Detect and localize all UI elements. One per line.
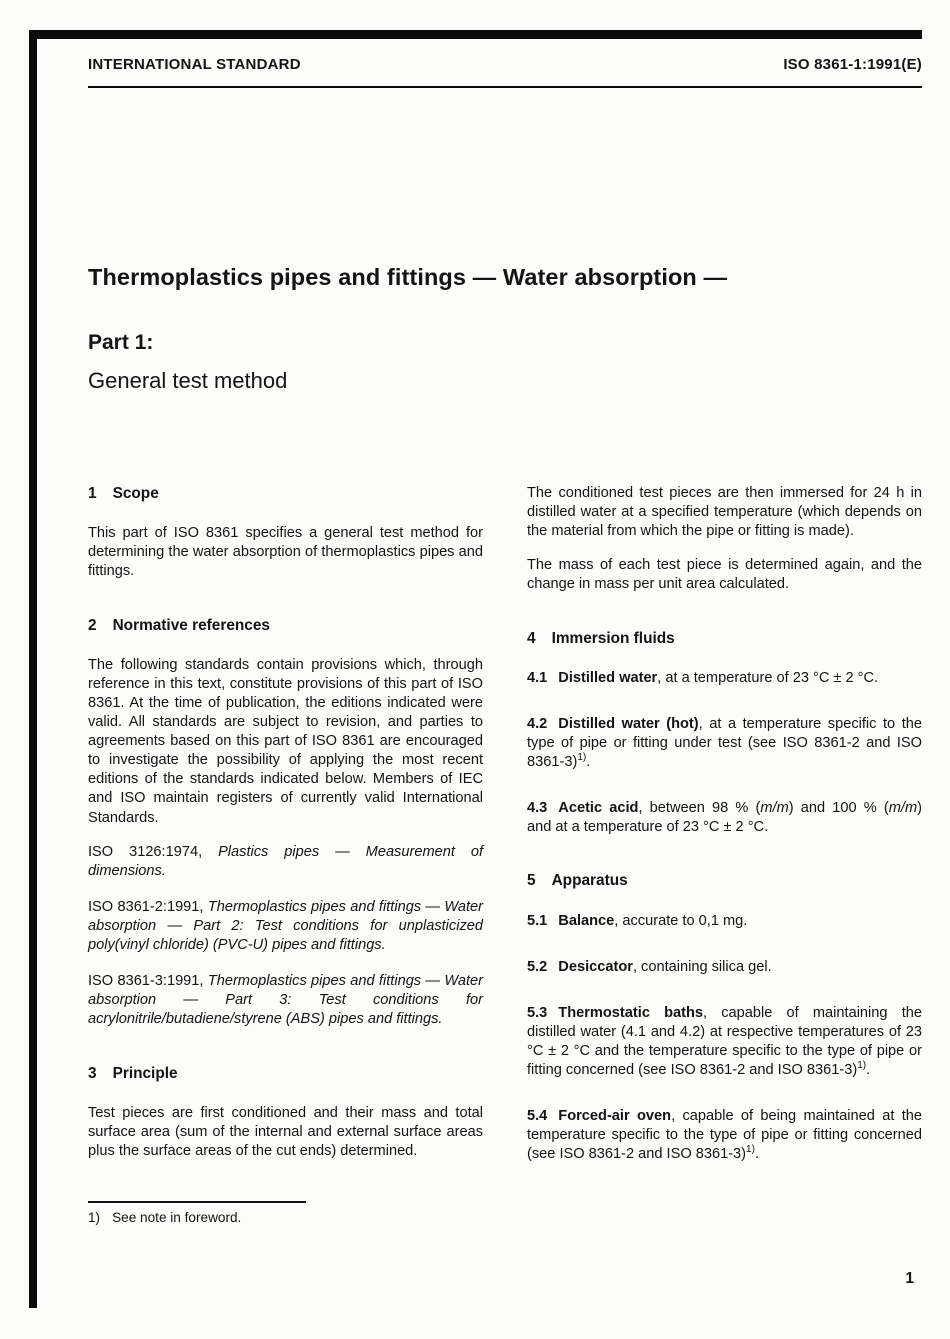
- header-rule: [88, 86, 922, 88]
- body-columns: [88, 480, 922, 1192]
- page-left-border: [29, 30, 37, 1308]
- footnote-rule: [88, 1201, 306, 1203]
- reference-label: ISO 8361-3:1991,: [88, 973, 208, 990]
- clause-term: Distilled water (hot): [558, 715, 699, 732]
- clause-symbol: m/m: [760, 800, 789, 817]
- clause-number: 5.3: [527, 1004, 548, 1021]
- reference-entry-iso-8361-3: [88, 972, 483, 1029]
- section-3-title: Principle: [112, 1064, 178, 1082]
- reference-title: Plastics pipes — Measurement of dimensions.: [88, 843, 484, 879]
- clause-number: 4.2: [527, 715, 548, 732]
- clause-5-1: [527, 912, 922, 931]
- document-subtitle: General test method: [88, 368, 288, 393]
- section-2-number: 2: [88, 616, 97, 634]
- section-3-number: 3: [88, 1064, 97, 1082]
- footnote-number: 1): [88, 1210, 101, 1225]
- clause-text-end: .: [586, 754, 591, 771]
- clause-term: Balance: [558, 912, 615, 929]
- section-3-continued-paragraph-2: The mass of each test piece is determined again, and the change in mass per unit area calculated.: [527, 557, 922, 593]
- clause-4-2: [527, 715, 922, 772]
- reference-title: Thermoplastics pipes and fittings — Water absorption — Part 2: Test conditions for unplasticized poly(vinyl chloride) (PVC-U) pipes and fittings.: [88, 898, 483, 954]
- clause-text-end: .: [866, 1062, 871, 1079]
- reference-label: ISO 8361-2:1991,: [88, 898, 208, 915]
- header-doc-reference: ISO 8361-1:1991(E): [783, 56, 922, 73]
- section-5-number: 5: [527, 872, 536, 890]
- clause-text: , between 98 % (: [638, 800, 761, 817]
- section-3-heading: [88, 1064, 483, 1084]
- clause-term: Desiccator: [558, 958, 633, 975]
- footnote-reference: 1): [577, 752, 587, 764]
- reference-label: ISO 3126:1974,: [88, 843, 219, 860]
- page-content: [88, 0, 922, 1192]
- right-column: [527, 480, 922, 1192]
- section-3-continued-paragraph-1: The conditioned test pieces are then immersed for 24 h in distilled water at a specified temperature (which depends on the material from which the pipe or fitting is made).: [527, 485, 922, 540]
- section-1-heading: [88, 484, 483, 504]
- section-2-title: Normative references: [112, 616, 270, 634]
- clause-number: 5.2: [527, 958, 548, 975]
- section-4-number: 4: [527, 629, 536, 647]
- clause-number: 5.4: [527, 1108, 548, 1125]
- section-2-paragraph: The following standards contain provisions which, through reference in this text, constitute provisions of this part of ISO 8361. At the time of publication, the editions indicated were valid. All standards are subject to revision, and parties to agreements based on this part of ISO 8361 are encouraged to investigate the possibility of applying the most recent editions of the standards indicated below. Members of IEC and ISO maintain registers of currently valid International Standards.: [88, 656, 483, 826]
- clause-term: Acetic acid: [558, 800, 639, 817]
- clause-number: 4.3: [527, 800, 548, 817]
- reference-entry-iso-3126: [88, 843, 483, 881]
- footnote-block: [88, 1201, 418, 1225]
- clause-text: , capable of being maintained at the temperature specific to the type of pipe or fitting concerned (see ISO 8361-2 and ISO 8361-3): [527, 1108, 922, 1163]
- section-4-heading: [527, 629, 922, 649]
- clause-symbol: m/m: [888, 800, 918, 817]
- clause-text-end: .: [754, 1146, 760, 1163]
- clause-text: , at a temperature specific to the type of pipe or fitting under test (see ISO 8361-2 and ISO 8361-3): [527, 715, 922, 771]
- clause-term: Forced-air oven: [558, 1108, 672, 1125]
- left-column: [88, 480, 483, 1192]
- clause-5-4: [527, 1107, 922, 1164]
- section-3-paragraph: Test pieces are first conditioned and their mass and total surface area (sum of the internal and external surface areas plus the surface areas of the cut ends) determined.: [88, 1104, 483, 1159]
- header-doc-type: INTERNATIONAL STANDARD: [88, 56, 301, 73]
- clause-5-3: [527, 1004, 922, 1080]
- clause-5-2: [527, 958, 922, 977]
- clause-4-1: [527, 669, 922, 688]
- title-block: [88, 264, 922, 394]
- clause-number: 4.1: [527, 669, 548, 686]
- section-5-title: Apparatus: [551, 872, 628, 890]
- clause-text: , at a temperature of 23 °C ± 2 °C.: [657, 669, 879, 686]
- section-4-title: Immersion fluids: [551, 629, 675, 647]
- page-number: 1: [905, 1270, 914, 1287]
- page-header: [88, 56, 922, 73]
- clause-text: , containing silica gel.: [632, 958, 772, 975]
- clause-term: Thermostatic baths: [558, 1004, 704, 1021]
- section-1-number: 1: [88, 485, 97, 502]
- section-2-heading: [88, 616, 483, 636]
- footnote: [88, 1210, 418, 1225]
- clause-text: , capable of maintaining the distilled water (4.1 and 4.2) at respective temperatures of 23 °C ± 2 °C and the temperature specific to the type of pipe or fitting concerned (see ISO 8361-2 and ISO 8361-3): [527, 1004, 922, 1079]
- clause-text: ) and at a temperature of 23 °C ± 2 °C.: [527, 800, 922, 836]
- clause-term: Distilled water: [558, 669, 658, 686]
- clause-text: ) and 100 % (: [788, 800, 889, 817]
- footnote-reference: 1): [857, 1060, 867, 1072]
- clause-text: , accurate to 0,1 mg.: [614, 912, 748, 929]
- section-1-paragraph: This part of ISO 8361 specifies a general test method for determining the water absorption of thermoplastics pipes and fittings.: [88, 525, 483, 580]
- document-part-label: Part 1:: [88, 331, 154, 354]
- footnote-reference: 1): [746, 1144, 755, 1156]
- document-title: Thermoplastics pipes and fittings — Water absorption —: [88, 264, 728, 290]
- clause-number: 5.1: [527, 912, 548, 929]
- reference-title: Thermoplastics pipes and fittings — Water absorption — Part 3: Test conditions for acrylonitrile/butadiene/styrene (ABS) pipes and fittings.: [88, 973, 483, 1028]
- footnote-text: See note in foreword.: [112, 1210, 242, 1225]
- section-1-title: Scope: [112, 485, 159, 502]
- section-5-heading: [527, 871, 922, 891]
- clause-4-3: [527, 799, 922, 837]
- reference-entry-iso-8361-2: [88, 898, 483, 955]
